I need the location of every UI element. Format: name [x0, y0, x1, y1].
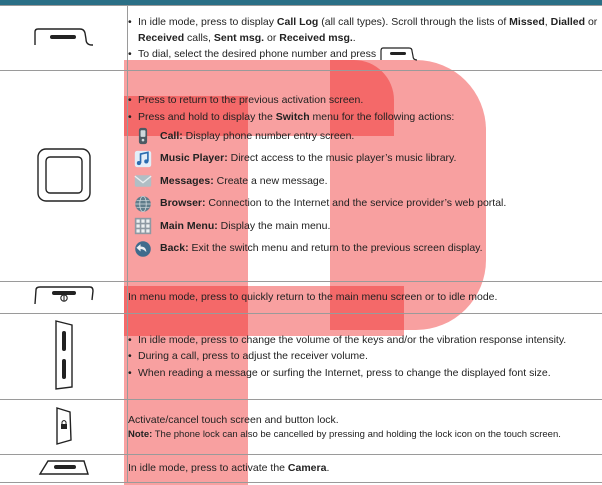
volume-key-icon [53, 319, 75, 391]
key-function-table [0, 5, 602, 483]
lock-key-icon [54, 406, 74, 446]
switch-key-icon [36, 147, 92, 203]
list-item: • In idle mode, press to change the volume of the keys and/or the vibration response intensity. [128, 332, 602, 348]
phone-icon [132, 127, 154, 145]
end-key-description: In menu mode, press to quickly return to the main menu screen or to idle mode. [128, 282, 602, 314]
camera-key-icon [38, 458, 90, 476]
switch-menu-item-call: Call: Display phone number entry screen. [128, 125, 602, 148]
switch-menu-item-main-menu: Main Menu: Display the main menu. [128, 215, 602, 238]
switch-menu-item-messages: Messages: Create a new message. [128, 170, 602, 193]
switch-menu-item-browser: Browser: Connection to the Internet and the service provider’s web portal. [128, 192, 602, 215]
switch-key-description [128, 71, 602, 282]
end-key-cell [0, 282, 128, 314]
table-row [0, 6, 602, 71]
list-item: • To dial, select the desired phone number and press [128, 46, 602, 62]
call-key-cell [0, 6, 128, 71]
list-item: • Press to return to the previous activation screen. [128, 92, 602, 108]
globe-icon [132, 195, 154, 213]
end-key-icon [32, 284, 96, 308]
call-key-icon [32, 25, 96, 49]
list-item: • When reading a message or surfing the Internet, press to change the displayed font size. [128, 365, 602, 381]
list-item: • During a call, press to adjust the receiver volume. [128, 348, 602, 364]
back-arrow-icon [132, 240, 154, 258]
switch-menu-item-music-player: Music Player: Direct access to the music player’s music library. [128, 147, 602, 170]
table-row [0, 455, 602, 483]
call-key-description [128, 6, 602, 71]
music-note-icon [132, 150, 154, 168]
list-item: • In idle mode, press to display Call Log (all call types). Scroll through the lists of Missed, Dialled or Received calls, Sent msg. or Received msg.. [128, 14, 602, 47]
lock-key-cell [0, 400, 128, 455]
table-row [0, 282, 602, 314]
table-row [0, 314, 602, 400]
switch-menu-item-back: Back: Exit the switch menu and return to the previous screen display. [128, 237, 602, 260]
volume-key-description [128, 314, 602, 400]
call-key-icon [379, 46, 419, 62]
camera-key-cell [0, 455, 128, 483]
camera-key-description: In idle mode, press to activate the Camera. [128, 455, 602, 483]
switch-key-cell [0, 71, 128, 282]
lock-key-description: Activate/cancel touch screen and button lock. Note: The phone lock can also be cancelled by pressing and holding the lock icon on the touch screen. [128, 400, 602, 455]
table-row [0, 400, 602, 455]
grid-icon [132, 217, 154, 235]
envelope-icon [132, 172, 154, 190]
table-row [0, 71, 602, 282]
volume-key-cell [0, 314, 128, 400]
list-item: • Press and hold to display the Switch menu for the following actions: [128, 109, 602, 125]
